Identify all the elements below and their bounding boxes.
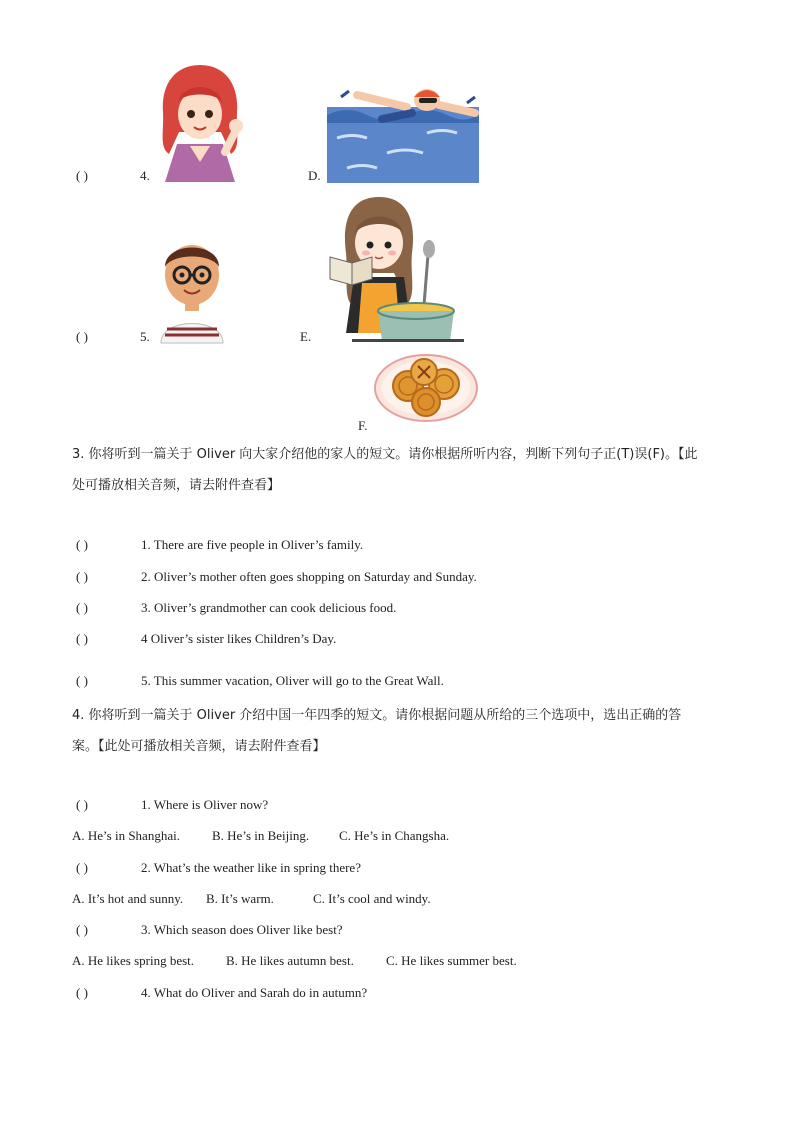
answer-bracket[interactable]: ( ) [76, 985, 88, 1000]
option-letter: D. [308, 168, 321, 183]
girl-waving-image [155, 62, 245, 182]
section4-intro-line2: 案。【此处可播放相关音频，请去附件查看】 [72, 739, 326, 754]
mooncakes-plate-image [374, 350, 478, 422]
question-text: 4. What do Oliver and Sarah do in autumn? [141, 985, 368, 1000]
option-b: B. It’s warm. [206, 891, 274, 906]
answer-bracket[interactable]: ( ) [76, 600, 88, 615]
boy-swimming-image [327, 83, 479, 183]
statement-text: 4 Oliver’s sister likes Children’s Day. [141, 631, 337, 646]
option-b: B. He likes autumn best. [226, 953, 354, 968]
question-text: 2. What’s the weather like in spring there? [141, 860, 361, 875]
girl-cooking-image [324, 193, 464, 343]
option-c: C. It’s cool and windy. [313, 891, 431, 906]
question-text: 1. Where is Oliver now? [141, 797, 269, 812]
answer-bracket[interactable]: ( ) [76, 631, 88, 646]
answer-bracket[interactable]: ( ) [76, 537, 88, 552]
answer-bracket[interactable]: ( ) [76, 569, 88, 584]
option-c: C. He likes summer best. [386, 953, 517, 968]
item-number: 5. [140, 329, 150, 344]
option-a: A. It’s hot and sunny. [72, 891, 184, 906]
option-letter: E. [300, 329, 312, 344]
answer-bracket[interactable]: ( ) [76, 860, 88, 875]
section3-intro-line2: 处可播放相关音频，请去附件查看】 [72, 478, 281, 493]
answer-bracket[interactable]: ( ) [76, 329, 88, 344]
answer-bracket[interactable]: ( ) [76, 797, 88, 812]
question-text: 3. Which season does Oliver like best? [141, 922, 343, 937]
statement-text: 3. Oliver’s grandmother can cook delicious food. [141, 600, 397, 615]
boy-with-glasses-image [157, 237, 227, 343]
option-a: A. He’s in Shanghai. [72, 828, 180, 843]
statement-text: 1. There are five people in Oliver’s family. [141, 537, 364, 552]
item-number: 4. [140, 168, 150, 183]
section4-intro-line1: 4. 你将听到一篇关于 Oliver 介绍中国一年四季的短文。请你根据问题从所给的三个选项中，选出正确的答 [72, 708, 682, 723]
answer-bracket[interactable]: ( ) [76, 168, 88, 183]
option-letter: F. [358, 418, 368, 433]
option-c: C. He’s in Changsha. [339, 828, 450, 843]
answer-bracket[interactable]: ( ) [76, 922, 88, 937]
option-b: B. He’s in Beijing. [212, 828, 310, 843]
statement-text: 2. Oliver’s mother often goes shopping on Saturday and Sunday. [141, 569, 477, 584]
option-a: A. He likes spring best. [72, 953, 195, 968]
section3-intro-line1: 3. 你将听到一篇关于 Oliver 向大家介绍他的家人的短文。请你根据所听内容，判断下列句子正(T)误(F)。【此 [72, 447, 698, 462]
answer-bracket[interactable]: ( ) [76, 673, 88, 688]
statement-text: 5. This summer vacation, Oliver will go to the Great Wall. [141, 673, 444, 688]
